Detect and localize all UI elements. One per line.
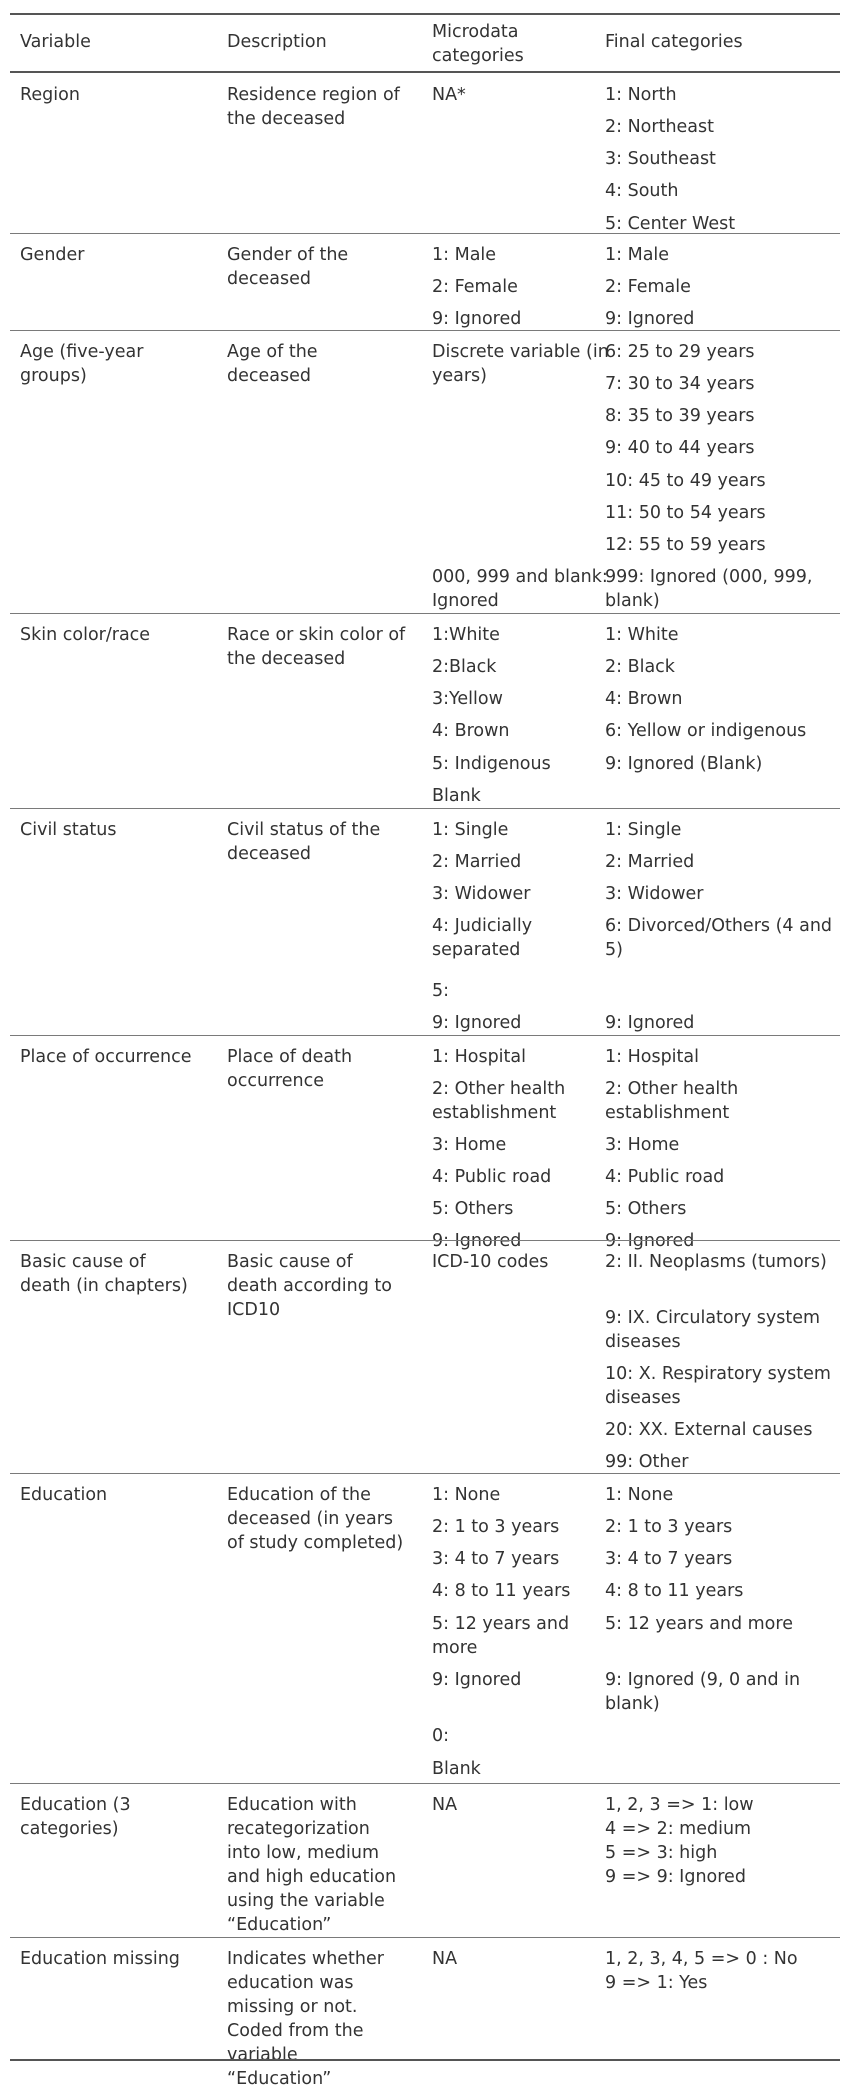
microdata-category: NA* bbox=[432, 85, 466, 105]
microdata-category: 3:Yellow bbox=[432, 689, 503, 709]
microdata-category: 2: Female bbox=[432, 277, 518, 297]
microdata-category: Blank bbox=[432, 786, 481, 806]
final-category: 1: North bbox=[605, 85, 677, 105]
row-description: Race or skin color of the deceased bbox=[227, 625, 406, 669]
final-category: 5: Others bbox=[605, 1199, 687, 1219]
microdata-category: 1: Male bbox=[432, 245, 497, 265]
final-category: 11: 50 to 54 years bbox=[605, 503, 766, 523]
final-category: 2: Married bbox=[605, 852, 695, 872]
final-category: 2: 1 to 3 years bbox=[605, 1517, 733, 1537]
header-variable: Variable bbox=[20, 32, 91, 52]
row-variable: Education missing bbox=[20, 1949, 180, 1969]
row-divider bbox=[10, 330, 840, 331]
final-category: 9 => 9: Ignored bbox=[605, 1867, 746, 1887]
microdata-category: 4: Judicially separated bbox=[432, 916, 533, 960]
final-category: 4: Public road bbox=[605, 1167, 725, 1187]
row-variable: Civil status bbox=[20, 820, 117, 840]
row-divider bbox=[10, 1473, 840, 1474]
row-variable: Age (five-year groups) bbox=[20, 342, 144, 386]
header-description: Description bbox=[227, 32, 327, 52]
row-variable: Education bbox=[20, 1485, 108, 1505]
row-variable: Gender bbox=[20, 245, 85, 265]
header-final: Final categories bbox=[605, 32, 743, 52]
row-divider bbox=[10, 613, 840, 614]
microdata-category: 2: 1 to 3 years bbox=[432, 1517, 560, 1537]
final-category: 999: Ignored (000, 999, blank) bbox=[605, 567, 813, 611]
microdata-category: 1: Hospital bbox=[432, 1047, 526, 1067]
microdata-category: ICD-10 codes bbox=[432, 1252, 549, 1272]
microdata-category: 5: 12 years and more bbox=[432, 1614, 570, 1658]
final-category: 7: 30 to 34 years bbox=[605, 374, 755, 394]
row-variable: Education (3 categories) bbox=[20, 1795, 131, 1839]
final-category: 6: 25 to 29 years bbox=[605, 342, 755, 362]
final-category: 1: Hospital bbox=[605, 1047, 699, 1067]
final-category: 9 => 1: Yes bbox=[605, 1973, 708, 1993]
row-divider bbox=[10, 2059, 840, 2061]
microdata-category: 000, 999 and blank: Ignored bbox=[432, 567, 608, 611]
row-divider bbox=[10, 233, 840, 234]
row-variable: Skin color/race bbox=[20, 625, 151, 645]
final-category: 3: Home bbox=[605, 1135, 680, 1155]
final-category: 12: 55 to 59 years bbox=[605, 535, 766, 555]
final-category: 5: 12 years and more bbox=[605, 1614, 793, 1634]
microdata-category: 4: Public road bbox=[432, 1167, 552, 1187]
microdata-category: 2: Married bbox=[432, 852, 522, 872]
final-category: 1: None bbox=[605, 1485, 674, 1505]
final-category: 9: Ignored (Blank) bbox=[605, 754, 763, 774]
final-category: 9: Ignored (9, 0 and in blank) bbox=[605, 1670, 801, 1714]
final-category: 3: Widower bbox=[605, 884, 704, 904]
final-category: 1, 2, 3 => 1: low bbox=[605, 1795, 754, 1815]
final-category: 20: XX. External causes bbox=[605, 1420, 813, 1440]
table-top-rule bbox=[10, 13, 840, 15]
row-description: Age of the deceased bbox=[227, 342, 318, 386]
row-description: Place of death occurrence bbox=[227, 1047, 353, 1091]
final-category: 99: Other bbox=[605, 1452, 689, 1472]
microdata-category: 4: Brown bbox=[432, 721, 510, 741]
microdata-category: Discrete variable (in years) bbox=[432, 342, 609, 386]
microdata-category: 3: Widower bbox=[432, 884, 531, 904]
row-description: Basic cause of death according to ICD10 bbox=[227, 1252, 392, 1320]
microdata-category: 5: Indigenous bbox=[432, 754, 551, 774]
final-category: 6: Yellow or indigenous bbox=[605, 721, 807, 741]
row-description: Education with recategorization into low, medium and high education using the variable “Education” bbox=[227, 1795, 397, 1935]
final-category: 9: IX. Circulatory system diseases bbox=[605, 1308, 821, 1352]
final-category: 4: Brown bbox=[605, 689, 683, 709]
microdata-category: 9: Ignored bbox=[432, 1670, 522, 1690]
final-category: 6: Divorced/Others (4 and 5) bbox=[605, 916, 833, 960]
final-category: 10: 45 to 49 years bbox=[605, 471, 766, 491]
header-rule bbox=[10, 71, 840, 73]
microdata-category: 0: bbox=[432, 1726, 450, 1746]
microdata-category: 1: Single bbox=[432, 820, 509, 840]
microdata-category: 9: Ignored bbox=[432, 309, 522, 329]
row-divider bbox=[10, 808, 840, 809]
microdata-category: NA bbox=[432, 1795, 458, 1815]
row-description: Gender of the deceased bbox=[227, 245, 349, 289]
microdata-category: 2:Black bbox=[432, 657, 497, 677]
final-category: 2: Other health establishment bbox=[605, 1079, 739, 1123]
final-category: 2: II. Neoplasms (tumors) bbox=[605, 1252, 827, 1272]
microdata-category: 5: bbox=[432, 981, 450, 1001]
microdata-category: 1:White bbox=[432, 625, 500, 645]
final-category: 2: Northeast bbox=[605, 117, 715, 137]
final-category: 4: South bbox=[605, 181, 679, 201]
final-category: 1: Male bbox=[605, 245, 670, 265]
row-variable: Place of occurrence bbox=[20, 1047, 192, 1067]
microdata-category: NA bbox=[432, 1949, 458, 1969]
final-category: 4 => 2: medium bbox=[605, 1819, 752, 1839]
microdata-category: 4: 8 to 11 years bbox=[432, 1581, 571, 1601]
row-variable: Region bbox=[20, 85, 80, 105]
microdata-category: 9: Ignored bbox=[432, 1013, 522, 1033]
row-description: Residence region of the deceased bbox=[227, 85, 400, 129]
microdata-category: 3: Home bbox=[432, 1135, 507, 1155]
header-microdata: Microdata categories bbox=[432, 22, 524, 66]
row-divider bbox=[10, 1240, 840, 1241]
final-category: 5 => 3: high bbox=[605, 1843, 718, 1863]
final-category: 9: Ignored bbox=[605, 309, 695, 329]
row-divider bbox=[10, 1035, 840, 1036]
final-category: 3: Southeast bbox=[605, 149, 716, 169]
final-category: 9: Ignored bbox=[605, 1013, 695, 1033]
microdata-category: 9: Ignored bbox=[432, 1231, 522, 1251]
final-category: 9: 40 to 44 years bbox=[605, 438, 755, 458]
final-category: 8: 35 to 39 years bbox=[605, 406, 755, 426]
final-category: 2: Black bbox=[605, 657, 675, 677]
final-category: 3: 4 to 7 years bbox=[605, 1549, 733, 1569]
microdata-category: 5: Others bbox=[432, 1199, 514, 1219]
row-description: Civil status of the deceased bbox=[227, 820, 381, 864]
final-category: 2: Female bbox=[605, 277, 691, 297]
row-variable: Basic cause of death (in chapters) bbox=[20, 1252, 188, 1296]
microdata-category: 2: Other health establishment bbox=[432, 1079, 566, 1123]
final-category: 1, 2, 3, 4, 5 => 0 : No bbox=[605, 1949, 798, 1969]
microdata-category: 3: 4 to 7 years bbox=[432, 1549, 560, 1569]
final-category: 4: 8 to 11 years bbox=[605, 1581, 744, 1601]
microdata-category: 1: None bbox=[432, 1485, 501, 1505]
row-description: Education of the deceased (in years of study completed) bbox=[227, 1485, 404, 1553]
final-category: 1: Single bbox=[605, 820, 682, 840]
final-category: 10: X. Respiratory system diseases bbox=[605, 1364, 831, 1408]
row-divider bbox=[10, 1783, 840, 1784]
final-category: 5: Center West bbox=[605, 214, 736, 234]
final-category: 1: White bbox=[605, 625, 679, 645]
row-divider bbox=[10, 1937, 840, 1938]
final-category: 9: Ignored bbox=[605, 1231, 695, 1251]
row-description: Indicates whether education was missing or not. Coded from the variable “Education” bbox=[227, 1949, 384, 2089]
microdata-category: Blank bbox=[432, 1759, 481, 1779]
